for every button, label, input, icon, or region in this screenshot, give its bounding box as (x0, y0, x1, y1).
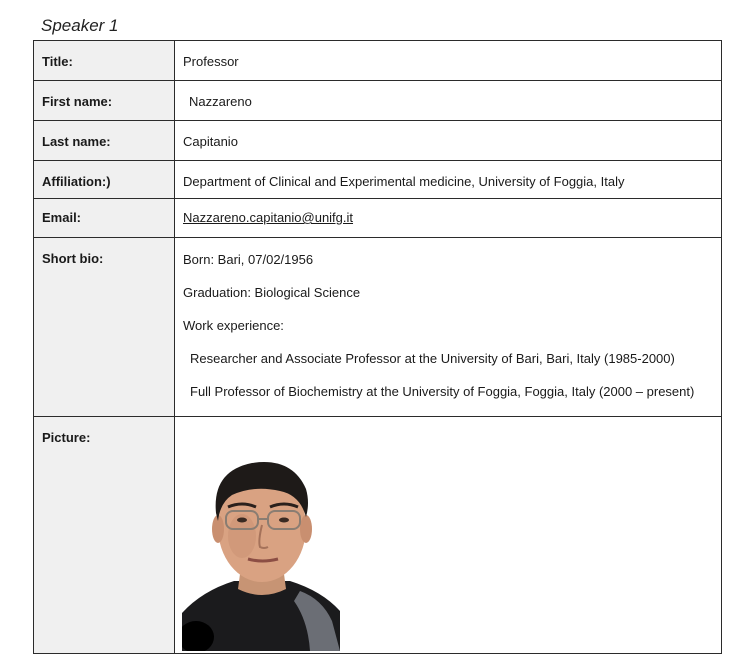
bio-experience-bari: Researcher and Associate Professor at the University of Bari, Bari, Italy (1985-2000) (190, 351, 675, 366)
table-row-picture (34, 417, 722, 654)
last-name-label: Last name: (34, 121, 175, 161)
short-bio-label: Short bio: (34, 238, 175, 417)
speaker-heading: Speaker 1 (41, 16, 119, 35)
speaker-info-table (33, 40, 722, 654)
title-label: Title: (34, 41, 175, 81)
bio-work-experience-heading: Work experience: (183, 318, 284, 333)
short-bio-cell (175, 238, 722, 417)
speaker-photo (182, 441, 340, 651)
speaker-portrait-image (182, 441, 340, 651)
table-row-first-name (34, 81, 722, 121)
last-name-value: Capitanio (175, 121, 722, 161)
table-row-email (34, 199, 722, 238)
table-row-short-bio (34, 238, 722, 417)
email-link[interactable]: Nazzareno.capitanio@unifg.it (183, 210, 354, 225)
email-cell (175, 199, 722, 238)
bio-born: Born: Bari, 07/02/1956 (183, 252, 314, 267)
first-name-value: Nazzareno (189, 94, 252, 109)
first-name-cell (175, 81, 722, 121)
table-row-title (34, 41, 722, 81)
affiliation-value: Department of Clinical and Experimental medicine, University of Foggia, Italy (175, 161, 722, 199)
title-value: Professor (175, 41, 722, 81)
first-name-label: First name: (34, 81, 175, 121)
picture-cell (175, 417, 722, 654)
picture-label: Picture: (34, 417, 175, 654)
table-row-affiliation (34, 161, 722, 199)
bio-experience-foggia: Full Professor of Biochemistry at the University of Foggia, Foggia, Italy (2000 – present) (190, 384, 695, 399)
table-row-last-name (34, 121, 722, 161)
affiliation-label: Affiliation:) (34, 161, 175, 199)
bio-graduation: Graduation: Biological Science (183, 285, 361, 300)
email-label: Email: (34, 199, 175, 238)
